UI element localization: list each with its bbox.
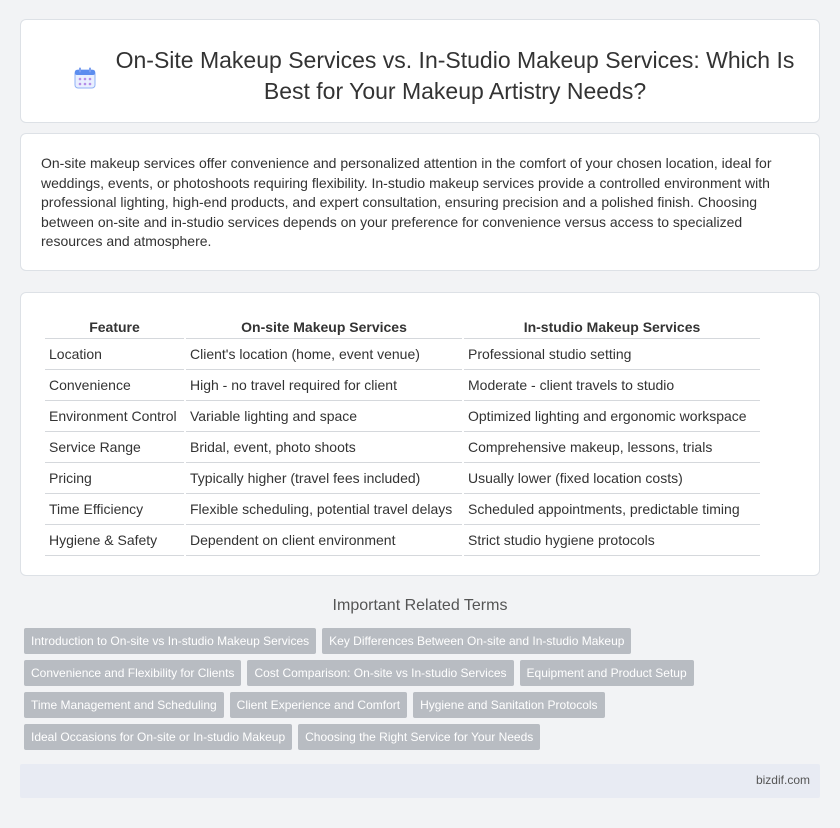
table-row [45, 432, 760, 463]
table-cell: Client's location (home, event venue) [186, 339, 462, 370]
related-terms-list [24, 628, 724, 750]
table-cell: Time Efficiency [45, 494, 184, 525]
related-term-tag[interactable]: Client Experience and Comfort [230, 692, 407, 718]
intro-text: On-site makeup services offer convenience and personalized attention in the comfort of your chosen location, ideal for weddings, events, or photoshoots requiring flexibility. In-studio makeup services provide a controlled environment with professional lighting, high-end products, and expert consultation, ensuring precision and a polished finish. Choosing between on-site and in-studio services depends on your preference for convenience versus access to specialized resources and atmosphere. [41, 155, 772, 249]
table-cell: Convenience [45, 370, 184, 401]
page-title: On-Site Makeup Services vs. In-Studio Makeup Services: Which Is Best for Your Makeup Artistry Needs? [115, 47, 795, 104]
comparison-card [20, 292, 820, 576]
table-row [45, 494, 760, 525]
calendar-icon [73, 66, 97, 90]
table-cell: Usually lower (fixed location costs) [464, 463, 760, 494]
column-header-on-site: On-site Makeup Services [186, 317, 462, 339]
footer [20, 764, 820, 798]
related-term-tag[interactable]: Introduction to On-site vs In-studio Makeup Services [24, 628, 316, 654]
table-cell: Strict studio hygiene protocols [464, 525, 760, 556]
related-term-tag[interactable]: Hygiene and Sanitation Protocols [413, 692, 604, 718]
column-header-in-studio: In-studio Makeup Services [464, 317, 760, 339]
table-cell: Scheduled appointments, predictable timing [464, 494, 760, 525]
related-term-tag[interactable]: Ideal Occasions for On-site or In-studio Makeup [24, 724, 292, 750]
site-name[interactable]: bizdif.com [755, 773, 810, 787]
related-term-tag[interactable]: Key Differences Between On-site and In-studio Makeup [322, 628, 631, 654]
related-term-tag[interactable]: Time Management and Scheduling [24, 692, 224, 718]
table-cell: Typically higher (travel fees included) [186, 463, 462, 494]
table-cell: Variable lighting and space [186, 401, 462, 432]
table-cell: Service Range [45, 432, 184, 463]
table-cell: Environment Control [45, 401, 184, 432]
table-cell: High - no travel required for client [186, 370, 462, 401]
related-term-tag[interactable]: Cost Comparison: On-site vs In-studio Services [247, 660, 513, 686]
title-card [20, 19, 820, 123]
table-cell: Location [45, 339, 184, 370]
table-cell: Optimized lighting and ergonomic workspace [464, 401, 760, 432]
table-row [45, 401, 760, 432]
table-cell: Professional studio setting [464, 339, 760, 370]
table-cell: Hygiene & Safety [45, 525, 184, 556]
table-header-row [45, 317, 760, 339]
table-row [45, 525, 760, 556]
table-row [45, 463, 760, 494]
related-terms-title: Important Related Terms [332, 597, 508, 614]
table-row [45, 370, 760, 401]
table-cell: Bridal, event, photo shoots [186, 432, 462, 463]
column-header-feature: Feature [45, 317, 184, 339]
table-cell: Comprehensive makeup, lessons, trials [464, 432, 760, 463]
intro-card [20, 133, 820, 271]
table-row [45, 339, 760, 370]
related-term-tag[interactable]: Choosing the Right Service for Your Needs [298, 724, 540, 750]
related-term-tag[interactable]: Convenience and Flexibility for Clients [24, 660, 241, 686]
comparison-table [43, 317, 762, 556]
table-cell: Moderate - client travels to studio [464, 370, 760, 401]
table-cell: Pricing [45, 463, 184, 494]
related-term-tag[interactable]: Equipment and Product Setup [520, 660, 694, 686]
table-cell: Dependent on client environment [186, 525, 462, 556]
table-cell: Flexible scheduling, potential travel delays [186, 494, 462, 525]
